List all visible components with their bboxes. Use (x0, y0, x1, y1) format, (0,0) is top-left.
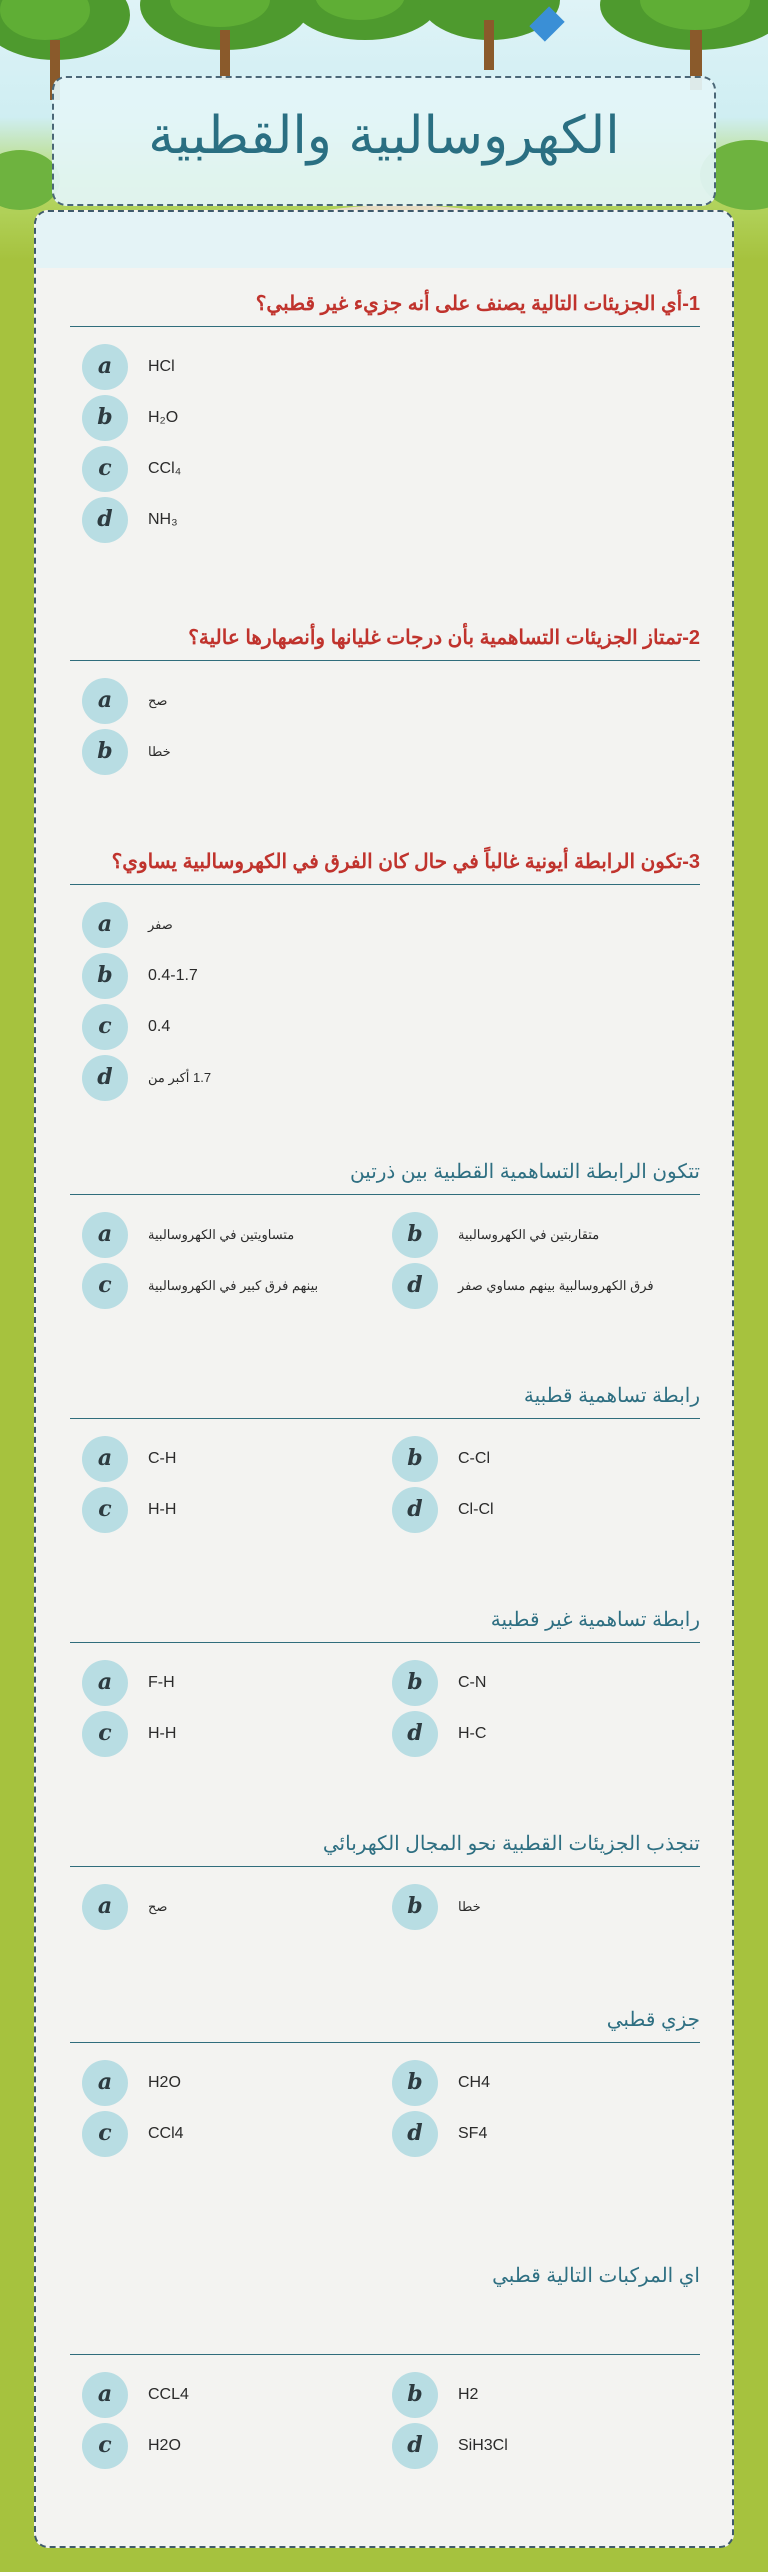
question-divider (70, 1642, 700, 1643)
sheet-header-band (36, 212, 732, 268)
option-text: CCl₄ (148, 460, 182, 477)
option-text: خطا (458, 1899, 481, 1914)
answer-option-c[interactable] (82, 1004, 372, 1050)
option-text: H-H (148, 1501, 177, 1518)
answer-option-a[interactable] (82, 902, 372, 948)
option-text: CCL4 (148, 2386, 189, 2403)
option-letter-badge: c (82, 1004, 128, 1050)
option-text: صفر (148, 917, 173, 932)
option-text: متقاربتين في الكهروسالبية (458, 1227, 600, 1242)
question-divider (70, 1194, 700, 1195)
option-text: فرق الكهروسالبية بينهم مساوي صفر (458, 1278, 654, 1293)
answer-option-b[interactable] (392, 1212, 682, 1258)
question-1 (70, 284, 700, 532)
answer-option-d[interactable] (82, 497, 372, 543)
option-text: متساويتين في الكهروسالبية (148, 1227, 295, 1242)
question-8 (70, 2000, 700, 2200)
option-text: صح (148, 693, 168, 708)
option-letter-badge: b (392, 1884, 438, 1930)
question-divider (70, 326, 700, 327)
question-title: اي المركبات التالية قطبي (492, 2265, 700, 2287)
answer-option-b[interactable] (82, 395, 372, 441)
option-letter-badge: a (82, 1884, 128, 1930)
title-card (52, 76, 716, 206)
option-text: 0.4 (148, 1018, 171, 1035)
option-text: 0.4-1.7 (148, 967, 198, 984)
option-text: CH4 (458, 2074, 491, 2091)
question-title: 3-تكون الرابطة أيونية غالباً في حال كان الفرق في الكهروسالبية يساوي؟ (111, 851, 700, 873)
question-title: تتكون الرابطة التساهمية القطبية بين ذرتين (349, 1161, 700, 1183)
option-letter-badge: b (82, 395, 128, 441)
option-letter-badge: a (82, 2372, 128, 2418)
question-title: تنجذب الجزيئات القطبية نحو المجال الكهربائي (322, 1833, 700, 1855)
option-letter-badge: d (392, 1487, 438, 1533)
option-letter-badge: d (82, 497, 128, 543)
option-text: 1.7 أكبر من (148, 1070, 212, 1085)
option-letter-badge: b (82, 729, 128, 775)
answer-option-c[interactable] (82, 1711, 372, 1757)
question-divider (70, 884, 700, 885)
question-divider (70, 1418, 700, 1419)
option-text: H₂O (148, 409, 179, 426)
option-letter-badge: a (82, 902, 128, 948)
option-letter-badge: d (392, 2423, 438, 2469)
option-text: صح (148, 1899, 168, 1914)
option-letter-badge: a (82, 1436, 128, 1482)
option-letter-badge: b (392, 2060, 438, 2106)
option-text: F-H (148, 1674, 175, 1691)
answer-option-c[interactable] (82, 1263, 372, 1309)
question-title: جزي قطبي (606, 2009, 700, 2031)
option-text: Cl-Cl (458, 1501, 494, 1518)
option-letter-badge: c (82, 1263, 128, 1309)
answer-option-b[interactable] (82, 729, 372, 775)
option-letter-badge: d (392, 1263, 438, 1309)
question-title: 2-تمتاز الجزيئات التساهمية بأن درجات غليانها وأنصهارها عالية؟ (188, 627, 700, 649)
page-title: الكهروسالبية والقطبية (148, 106, 620, 166)
question-4 (70, 1152, 700, 1352)
answer-option-a[interactable] (82, 344, 372, 390)
tree (140, 0, 310, 70)
option-text: HCl (148, 358, 175, 375)
tree (600, 0, 768, 80)
option-letter-badge: d (392, 2111, 438, 2157)
option-text: SF4 (458, 2125, 488, 2142)
option-letter-badge: a (82, 678, 128, 724)
question-7 (70, 1824, 700, 2024)
option-text: SiH3Cl (458, 2437, 508, 2454)
question-9 (70, 2256, 700, 2456)
answer-option-a[interactable] (82, 2060, 372, 2106)
bush (0, 150, 60, 210)
option-letter-badge: d (82, 1055, 128, 1101)
answer-option-d[interactable] (392, 2423, 682, 2469)
answer-option-b[interactable] (392, 2372, 682, 2418)
option-text: بينهم فرق كبير في الكهروسالبية (148, 1278, 319, 1293)
question-5 (70, 1376, 700, 1576)
answer-option-d[interactable] (392, 2111, 682, 2157)
option-letter-badge: a (82, 1212, 128, 1258)
answer-option-a[interactable] (82, 1660, 372, 1706)
answer-option-b[interactable] (392, 1884, 682, 1930)
option-text: C-H (148, 1450, 177, 1467)
question-title: 1-أي الجزيئات التالية يصنف على أنه جزيء غير قطبي؟ (255, 293, 700, 315)
option-text: C-N (458, 1674, 487, 1691)
question-3 (70, 842, 700, 1090)
question-divider (70, 2042, 700, 2043)
option-text: H2O (148, 2074, 181, 2091)
answer-option-b[interactable] (392, 1436, 682, 1482)
answer-option-c[interactable] (82, 446, 372, 492)
answer-option-b[interactable] (392, 1660, 682, 1706)
question-2 (70, 618, 700, 818)
option-text: CCl4 (148, 2125, 184, 2142)
answer-option-d[interactable] (82, 1055, 372, 1101)
option-letter-badge: c (82, 2423, 128, 2469)
option-letter-badge: b (392, 1660, 438, 1706)
option-letter-badge: b (392, 1212, 438, 1258)
option-letter-badge: a (82, 344, 128, 390)
question-title: رابطة تساهمية غير قطبية (490, 1609, 700, 1631)
option-letter-badge: c (82, 446, 128, 492)
option-letter-badge: d (392, 1711, 438, 1757)
answer-option-d[interactable] (392, 1711, 682, 1757)
answer-option-c[interactable] (82, 2423, 372, 2469)
answer-option-b[interactable] (82, 953, 372, 999)
answer-option-a[interactable] (82, 2372, 372, 2418)
answer-option-d[interactable] (392, 1263, 682, 1309)
option-letter-badge: b (392, 2372, 438, 2418)
quiz-sheet (34, 210, 734, 2548)
option-letter-badge: b (392, 1436, 438, 1482)
option-letter-badge: a (82, 1660, 128, 1706)
answer-option-b[interactable] (392, 2060, 682, 2106)
answer-option-c[interactable] (82, 2111, 372, 2157)
tree (290, 0, 440, 60)
option-letter-badge: c (82, 1711, 128, 1757)
option-text: H-C (458, 1725, 487, 1742)
option-text: H-H (148, 1725, 177, 1742)
question-title: رابطة تساهمية قطبية (523, 1385, 700, 1407)
question-divider (70, 1866, 700, 1867)
option-letter-badge: c (82, 1487, 128, 1533)
option-text: H2 (458, 2386, 479, 2403)
question-6 (70, 1600, 700, 1800)
answer-option-d[interactable] (392, 1487, 682, 1533)
option-letter-badge: b (82, 953, 128, 999)
option-text: C-Cl (458, 1450, 490, 1467)
option-letter-badge: a (82, 2060, 128, 2106)
option-text: H2O (148, 2437, 181, 2454)
option-letter-badge: c (82, 2111, 128, 2157)
option-text: خطا (148, 744, 171, 759)
question-divider (70, 660, 700, 661)
answer-option-c[interactable] (82, 1487, 372, 1533)
option-text: NH₃ (148, 511, 178, 528)
answer-option-a[interactable] (82, 1436, 372, 1482)
answer-option-a[interactable] (82, 1212, 372, 1258)
tree (0, 0, 130, 80)
answer-option-a[interactable] (82, 1884, 372, 1930)
answer-option-a[interactable] (82, 678, 372, 724)
question-divider (70, 2354, 700, 2355)
